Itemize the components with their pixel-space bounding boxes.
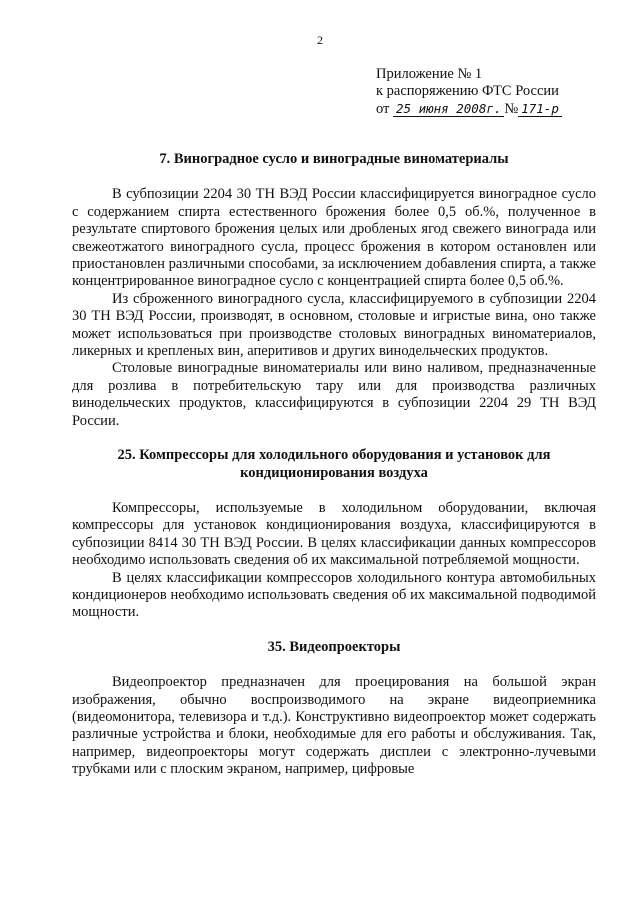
section-35-title: 35. Видеопроекторы — [267, 638, 401, 655]
appendix-header — [376, 66, 562, 118]
page-number: 2 — [317, 33, 323, 47]
section-7-paragraph-2: Из сброженного виноградного сусла, классифицируемого в субпозиции 2204 30 ТН ВЭД России, производят, в основном, столовые и игристые вина, оно также может использоваться при производстве столовых виноградных виноматериалов, ликерных и крепленых вин, аперитивов и других винодельческих продуктов. — [72, 290, 596, 360]
section-25-paragraph-2: В целях классификации компрессоров холодильного контура автомобильных кондиционеров необходимо использовать сведения об их максимальной подводимой мощности. — [72, 569, 596, 621]
section-25 — [72, 447, 596, 622]
section-25-title: 25. Компрессоры для холодильного оборудования и установок для кондиционирования воздуха — [117, 447, 551, 481]
appendix-date-line — [376, 100, 562, 118]
appendix-date-handwritten: 25 июня 2008г. — [393, 101, 504, 117]
appendix-order: к распоряжению ФТС России — [376, 83, 559, 99]
appendix-date-prefix: от — [376, 101, 390, 117]
section-7-paragraph-3: Столовые виноградные виноматериалы или вино наливом, предназначенные для розлива в потребительскую тару или для производства различных винодельческих продуктов, классифицируются в субпозиции 2204 29 ТН ВЭД России. — [72, 360, 596, 429]
section-7-title: 7. Виноградное сусло и виноградные виноматериалы — [159, 151, 509, 167]
section-25-paragraph-1: Компрессоры, используемые в холодильном оборудовании, включая компрессоры для установок кондиционирования воздуха, классифицируются в субпозиции 8414 30 ТН ВЭД России. В целях классификации данных компрессоров необходимо использовать сведения об их максимальной потребляемой мощности. — [72, 499, 596, 569]
section-35-paragraph-1: Видеопроектор предназначен для проецирования на большой экран изображения, обычно воспроизводимого на экране видеоприемника (видеомонитора, телевизора и т.д.). Конструктивно видеопроектор может содержать различные устройства и блоки, необходимые для его работы и обслуживания. Так, например, видеопроекторы могут содержать дисплеи с электронно-лучевыми трубками или с плоским экраном, например, цифровые — [72, 674, 596, 778]
appendix-title: Приложение № 1 — [376, 66, 483, 82]
document-body — [72, 151, 596, 779]
appendix-number-prefix: № — [504, 101, 519, 117]
section-7-paragraph-1: В субпозиции 2204 30 ТН ВЭД России классифицируется виноградное сусло с содержанием спирта естественного брожения более 0,5 об.%, полученное в результате спиртового брожения целых или дробленых ягод свежего винограда или свежеотжатого виноградного сусла, процесс брожения в котором остановлен или приостановлен различными способами, за исключением добавления спирта, а также концентрированное виноградное сусло с концентрацией спирта более 0,5 об.%. — [72, 186, 596, 290]
section-7 — [72, 151, 596, 430]
section-35 — [72, 639, 596, 779]
appendix-number-handwritten: 171-р — [518, 101, 562, 117]
